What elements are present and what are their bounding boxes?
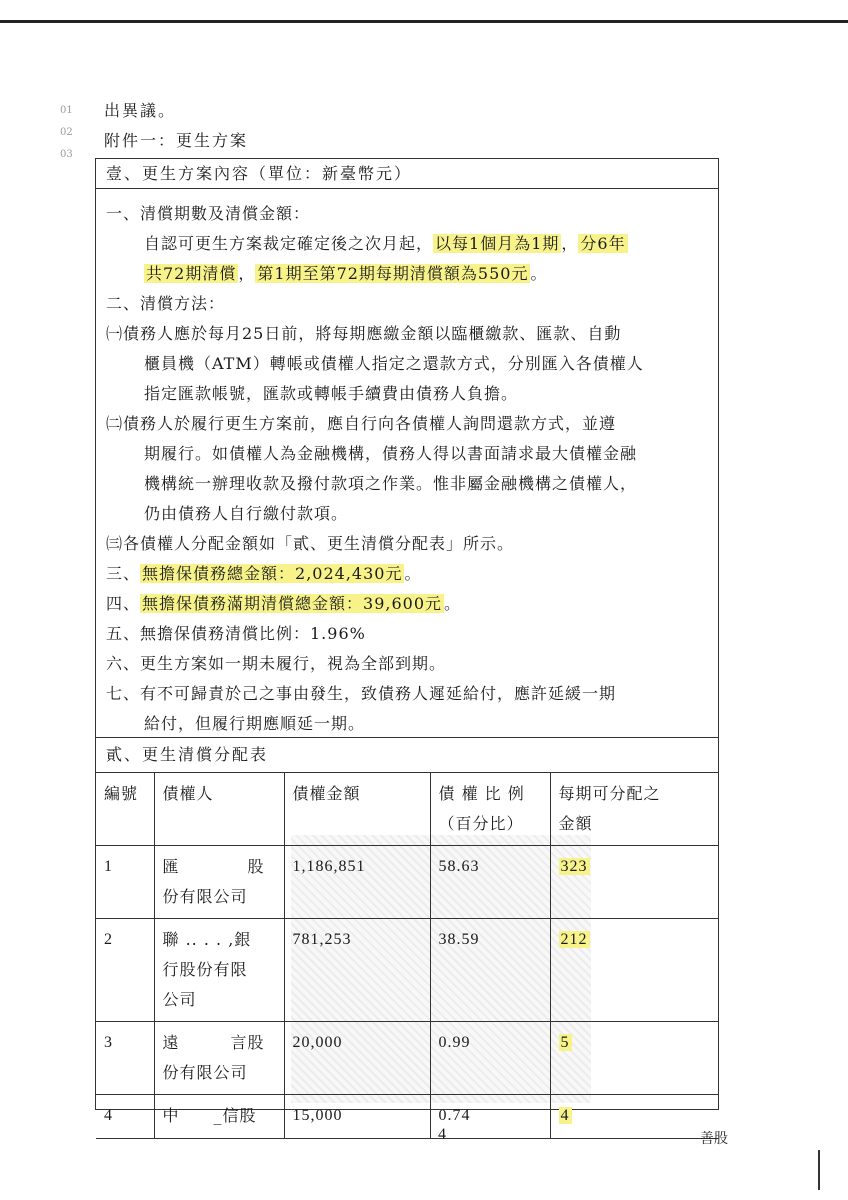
line-number: 03	[60, 149, 73, 160]
item5: 五、無擔保債務清償比例：1.96%	[106, 624, 366, 643]
item1-line1	[144, 231, 628, 254]
creditor-line: 聯 .. . . ,銀	[162, 930, 252, 949]
row-amount: 15,000	[284, 1095, 430, 1139]
footer-note: 善股	[700, 1131, 728, 1147]
row-ratio: 58.63	[430, 846, 550, 919]
top-border-line	[0, 20, 848, 23]
alloc-highlight: 323	[560, 858, 588, 875]
text: 四、	[106, 594, 141, 613]
alloc-highlight: 212	[560, 931, 588, 948]
method2-line2: 期履行。如債權人為金融機構，債務人得以書面請求最大債權金融	[144, 444, 638, 463]
header-alloc-l1: 每期可分配之	[558, 784, 661, 803]
alloc-highlight: 4	[560, 1107, 570, 1124]
right-edge-mark	[818, 1150, 820, 1190]
creditor-line: 匯 股	[162, 857, 265, 876]
creditor-line: 遠 言股	[162, 1033, 265, 1052]
row-ratio: 0.74	[430, 1095, 550, 1139]
row-amount: 1,186,851	[284, 846, 430, 919]
method1-line2: 櫃員機（ATM）轉帳或債權人指定之還款方式，分別匯入各債權人	[144, 354, 644, 373]
text: 自認可更生方案裁定確定後之次月起，	[144, 234, 434, 253]
method2-line1: ㈡債務人於履行更生方案前，應自行向各債權人詢問還款方式，並遵	[106, 414, 617, 433]
row-alloc	[550, 1022, 718, 1095]
row-no: 2	[96, 919, 154, 1022]
row-creditor	[154, 1022, 284, 1095]
header-alloc	[550, 773, 718, 846]
header-alloc-l2: 金額	[558, 814, 593, 833]
section1-title: 壹、更生方案內容（單位：新臺幣元）	[96, 159, 718, 189]
table-row	[96, 1095, 718, 1139]
page-number: 4	[438, 1126, 446, 1143]
highlight: 第1期至第72期每期清償額為550元	[257, 264, 529, 283]
row-ratio: 38.59	[430, 919, 550, 1022]
table-row	[96, 919, 718, 1022]
method3-line1: ㈢各債權人分配金額如「貳、更生清償分配表」所示。	[106, 534, 515, 553]
item6: 六、更生方案如一期未履行，視為全部到期。	[106, 654, 447, 673]
row-amount: 781,253	[284, 919, 430, 1022]
line-number: 02	[60, 127, 73, 138]
row-no: 4	[96, 1095, 154, 1139]
header-ratio	[430, 773, 550, 846]
creditor-line: 行股份有限	[162, 960, 248, 979]
item1-line2	[144, 261, 548, 284]
header-no: 編號	[96, 773, 154, 846]
header-ratio-l1: 債 權 比 例	[438, 784, 525, 803]
creditor-line: 公司	[162, 990, 197, 1009]
method1-line1: ㈠債務人應於每月25日前，將每期應繳金額以臨櫃繳款、匯款、自動	[106, 324, 622, 343]
highlight: 分6年	[580, 234, 626, 253]
row-creditor	[154, 1095, 284, 1139]
highlight: 共72期清償	[146, 264, 237, 283]
text: ，	[238, 264, 256, 283]
text: 三、	[106, 564, 141, 583]
method2-line4: 仍由債務人自行繳付款項。	[144, 504, 349, 523]
table-row	[96, 846, 718, 919]
header-amount: 債權金額	[284, 773, 430, 846]
text: 。	[404, 564, 422, 583]
item1-title: 一、清償期數及清償金額：	[106, 204, 311, 223]
creditor-line: 份有限公司	[162, 887, 248, 906]
item3	[106, 561, 421, 584]
table-row	[96, 1022, 718, 1095]
item4	[106, 591, 461, 614]
plan-box	[95, 158, 719, 1125]
row-ratio: 0.99	[430, 1022, 550, 1095]
attachment-title: 附件一：更生方案	[104, 131, 249, 150]
item7-line2: 給付，但履行期應順延一期。	[144, 714, 366, 733]
creditor-line: 中 _信股	[162, 1106, 257, 1125]
alloc-highlight: 5	[560, 1034, 570, 1051]
row-creditor	[154, 846, 284, 919]
item7-line1: 七、有不可歸責於己之事由發生，致債務人遲延給付，應許延緩一期	[106, 684, 617, 703]
method1-line3: 指定匯款帳號，匯款或轉帳手續費由債務人負擔。	[144, 384, 519, 403]
highlight: 無擔保債務滿期清償總金額：39,600元	[142, 594, 443, 613]
highlight: 以每1個月為1期	[435, 234, 560, 253]
header-creditor: 債權人	[154, 773, 284, 846]
distribution-table	[96, 773, 718, 1139]
row-alloc	[550, 919, 718, 1022]
row-alloc	[550, 846, 718, 919]
highlight: 無擔保債務總金額：2,024,430元	[142, 564, 403, 583]
text: ，	[561, 234, 579, 253]
item2-title: 二、清償方法：	[106, 294, 226, 313]
row-alloc	[550, 1095, 718, 1139]
row-no: 1	[96, 846, 154, 919]
section2-title: 貳、更生清償分配表	[96, 737, 718, 773]
row-amount: 20,000	[284, 1022, 430, 1095]
text: 。	[530, 264, 548, 283]
header-ratio-l2: （百分比）	[438, 814, 524, 833]
row-creditor	[154, 919, 284, 1022]
creditor-line: 份有限公司	[162, 1063, 248, 1082]
text: 。	[444, 594, 462, 613]
intro-line-1: 出異議。	[104, 101, 177, 120]
line-number: 01	[60, 105, 73, 116]
method2-line3: 機構統一辦理收款及撥付款項之作業。惟非屬金融機構之債權人，	[144, 474, 638, 493]
line-numbers	[60, 100, 73, 166]
row-no: 3	[96, 1022, 154, 1095]
table-header-row	[96, 773, 718, 846]
